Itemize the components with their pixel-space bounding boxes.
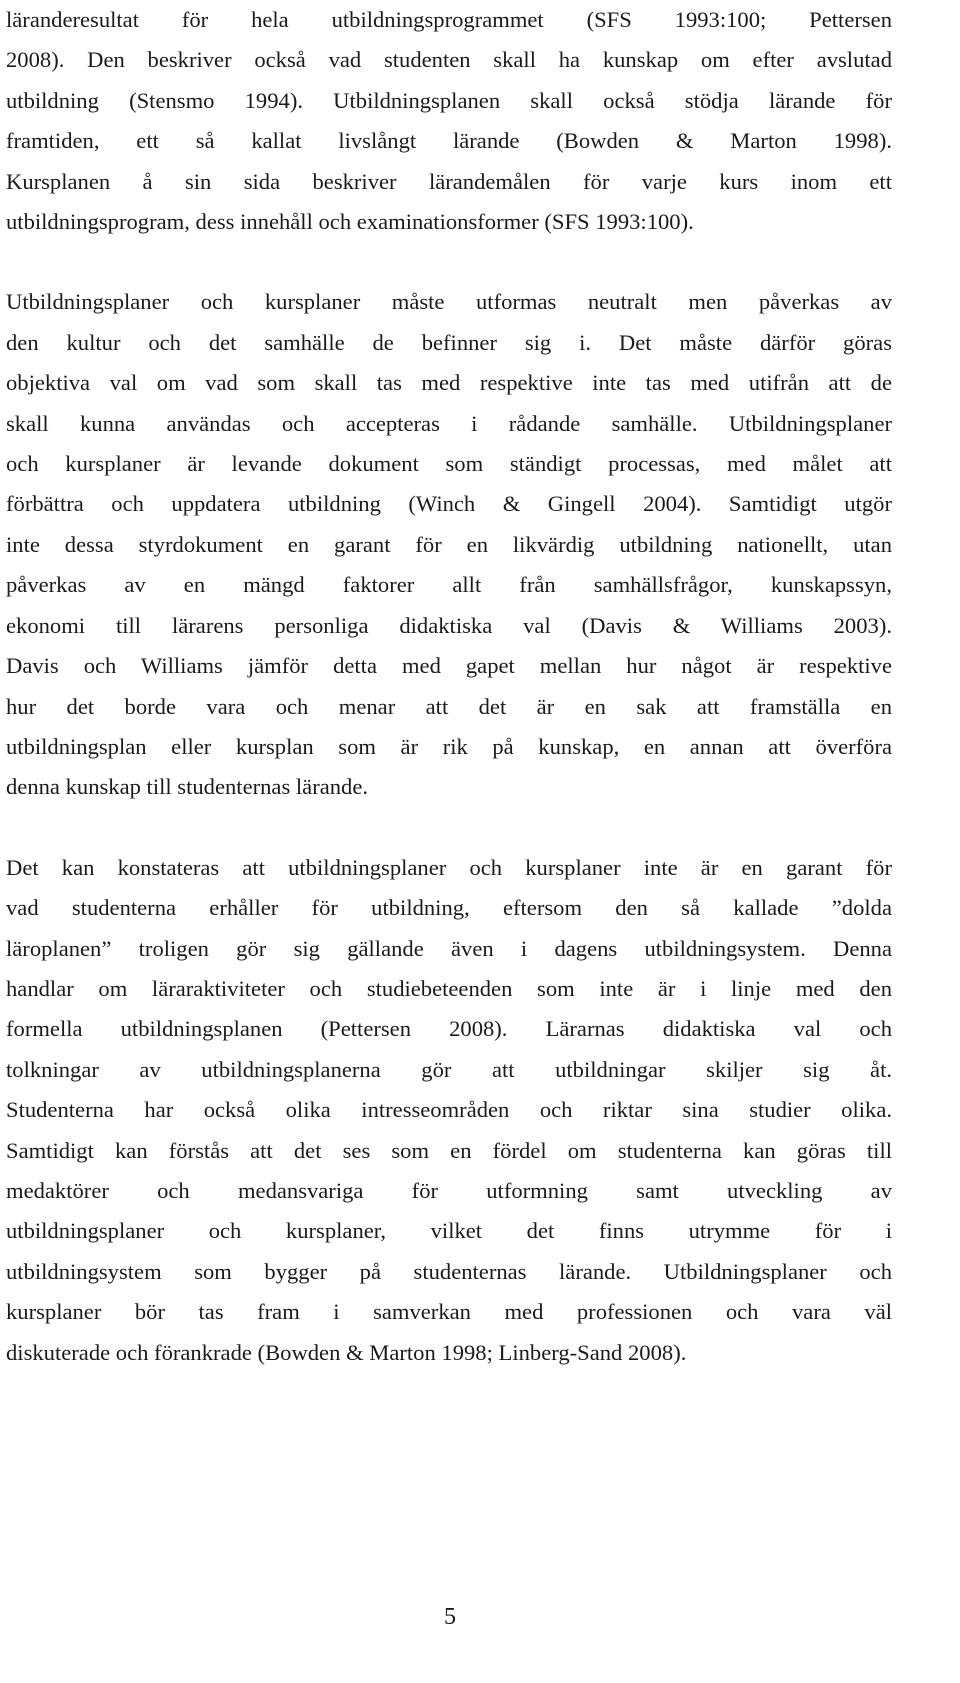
- text-line: utbildningsplaner och kursplaner, vilket det finns utrymme för i: [6, 1218, 892, 1244]
- text-line: Utbildningsplaner och kursplaner måste utformas neutralt men påverkas av: [6, 289, 892, 315]
- document-page: [6, 0, 892, 1373]
- text-line: Det kan konstateras att utbildningsplaner och kursplaner inte är en garant för: [6, 854, 892, 880]
- text-line: påverkas av en mängd faktorer allt från samhällsfrågor, kunskapssyn,: [6, 572, 892, 598]
- text-line: förbättra och uppdatera utbildning (Winch & Gingell 2004). Samtidigt utgör: [6, 491, 892, 517]
- paragraph-2: [6, 282, 892, 807]
- text-line: läroplanen” troligen gör sig gällande även i dagens utbildningsystem. Denna: [6, 935, 892, 961]
- text-line: kursplaner bör tas fram i samverkan med professionen och vara väl: [6, 1299, 892, 1325]
- text-line: utbildning (Stensmo 1994). Utbildningsplanen skall också stödja lärande för: [6, 87, 892, 113]
- text-line: utbildningsystem som bygger på studenternas lärande. Utbildningsplaner och: [6, 1258, 892, 1284]
- text-line: och kursplaner är levande dokument som ständigt processas, med målet att: [6, 451, 892, 477]
- text-line: skall kunna användas och accepteras i rådande samhälle. Utbildningsplaner: [6, 410, 892, 436]
- text-line: diskuterade och förankrade (Bowden & Marton 1998; Linberg-Sand 2008).: [6, 1339, 687, 1365]
- text-line: Samtidigt kan förstås att det ses som en fördel om studenterna kan göras till: [6, 1137, 892, 1163]
- text-line: Kursplanen å sin sida beskriver lärandemålen för varje kurs inom ett: [6, 168, 892, 194]
- text-line: medaktörer och medansvariga för utformning samt utveckling av: [6, 1177, 892, 1203]
- text-line: ekonomi till lärarens personliga didaktiska val (Davis & Williams 2003).: [6, 612, 892, 638]
- text-line: formella utbildningsplanen (Pettersen 2008). Lärarnas didaktiska val och: [6, 1016, 892, 1042]
- paragraph-3: [6, 848, 892, 1373]
- paragraph-1: [6, 0, 892, 242]
- text-line: framtiden, ett så kallat livslångt lärande (Bowden & Marton 1998).: [6, 128, 892, 154]
- text-line: tolkningar av utbildningsplanerna gör att utbildningar skiljer sig åt.: [6, 1056, 892, 1082]
- text-line: hur det borde vara och menar att det är en sak att framställa en: [6, 693, 892, 719]
- text-line: objektiva val om vad som skall tas med respektive inte tas med utifrån att de: [6, 370, 892, 396]
- text-line: handlar om läraraktiviteter och studiebeteenden som inte är i linje med den: [6, 975, 892, 1001]
- text-line: 2008). Den beskriver också vad studenten skall ha kunskap om efter avslutad: [6, 47, 892, 73]
- text-line: Davis och Williams jämför detta med gapet mellan hur något är respektive: [6, 653, 892, 679]
- text-line: Studenterna har också olika intresseområden och riktar sina studier olika.: [6, 1097, 892, 1123]
- text-line: vad studenterna erhåller för utbildning, eftersom den så kallade ”dolda: [6, 895, 892, 921]
- text-line: läranderesultat för hela utbildningsprogrammet (SFS 1993:100; Pettersen: [6, 7, 892, 32]
- text-line: utbildningsprogram, dess innehåll och examinationsformer (SFS 1993:100).: [6, 209, 694, 235]
- paragraph-spacer: [6, 808, 892, 848]
- text-line: den kultur och det samhälle de befinner sig i. Det måste därför göras: [6, 329, 892, 355]
- text-line: inte dessa styrdokument en garant för en likvärdig utbildning nationellt, utan: [6, 531, 892, 557]
- paragraph-spacer: [6, 242, 892, 282]
- text-line: utbildningsplan eller kursplan som är rik på kunskap, en annan att överföra: [6, 733, 892, 759]
- text-line: denna kunskap till studenternas lärande.: [6, 774, 369, 800]
- page-number: 5: [444, 1604, 456, 1630]
